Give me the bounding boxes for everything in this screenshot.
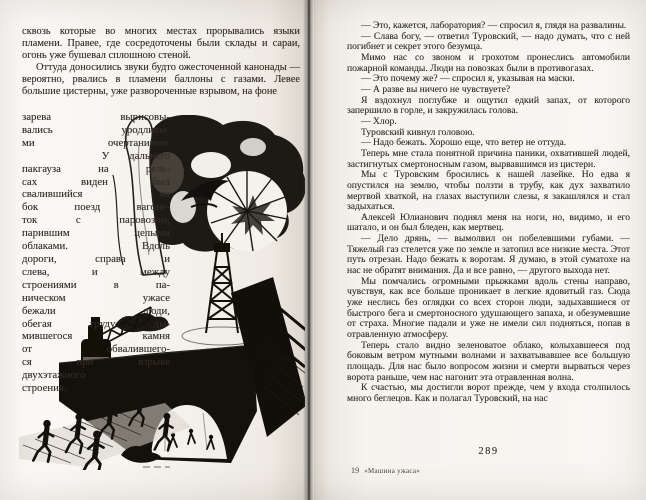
text-line: зарева вырисовы-	[22, 111, 170, 123]
text-line: слева, и между	[22, 265, 170, 278]
text-line: У дальнего	[22, 149, 170, 162]
paragraph: Теперь стало видно зеленоватое облако, колыхавшееся под боковым ветром мутными волнами и захватывавшее все большую площадь. Для нас было вопросом жизни и смерти вырваться через ворота раньше, чем нас нагонит эта отравленная волна.	[347, 339, 630, 383]
paragraph: Мимо нас со звоном и грохотом пронеслись автомобили пожарной команды. Люди на повозках были в противогазах.	[347, 51, 630, 74]
paragraph: — А разве вы ничего не чувствуете?	[361, 83, 511, 95]
text-line: ническом ужасе	[22, 291, 170, 304]
paragraph: Алексей Юлианович поднял меня на ноги, но, видимо, и его шатало, и он был бледен, как мертвец.	[347, 211, 630, 234]
signature-number: 19	[351, 466, 360, 475]
text-line: парившим целыми	[22, 227, 170, 240]
paragraph: — Это, кажется, лаборатория? — спросил я, глядя на развалины.	[361, 21, 627, 31]
text-line: вались уродливы-	[22, 123, 170, 136]
paragraph: — Надо бежать. Хорошо еще, что ветер не оттуда.	[361, 137, 567, 149]
paragraph: Я вздохнул поглубже и ощутил едкий запах, от которого запершило в горле, и закружилась голова.	[347, 94, 630, 117]
paragraph: К счастью, мы достигли ворот прежде, чем у входа столпилось много беглецов. Как и полагал Туровский, на нас	[347, 382, 630, 404]
book-gutter	[303, 0, 315, 500]
text-line: облаками. Вдоль	[22, 240, 170, 253]
printer-signature	[351, 466, 420, 475]
text-line: бок поезд вагоне-	[22, 201, 170, 214]
left-page-wrapped-column	[22, 111, 170, 395]
text-line: ток с паровозом,	[22, 214, 170, 227]
text-line: ся при взрыве	[22, 356, 170, 369]
text-line: пакгауза на рель-	[22, 162, 170, 175]
text-line: мившегося камня	[22, 330, 170, 343]
paragraph: Теперь мне стала понятной причина паники, охватившей людей, застигнутых смертоносным газом, вырвавшимся из цистерн.	[347, 147, 630, 170]
left-page	[0, 0, 306, 500]
text-line: двухэтажного	[22, 369, 86, 382]
right-page-text	[347, 21, 630, 449]
paragraph: сквозь которые во многих местах прорывались языки пламени. Правее, где сосредоточены были склады и сараи, огонь уже бушевал сплошною стеной.	[22, 26, 300, 61]
text-line: сах виден был	[22, 175, 170, 188]
text-line: ми очертаниями.	[22, 136, 170, 149]
signature-title: «Машина ужаса»	[364, 467, 421, 475]
paragraph: Мы помчались огромными прыжками вдоль стены направо, чувствуя, как все больше проникает в легкие ядовитый газ. Сюда уже неслись без оглядки со всех сторон люди, задыхавшиеся от быстрого бега и смертоносного удушающего запаха, и обезумевшие от страха. Многие падали и уже не имели сил подняться, попав в отравленную атмосферу.	[347, 275, 630, 341]
paragraph: — Хлор.	[361, 115, 397, 127]
text-line: бежали люди,	[22, 304, 170, 317]
paragraph: Оттуда доносились звуки будто ожесточенной канонады — вероятно, рвались в пламени баллоны с газами. Левее большие цистерны, уже развороченные взрывом, на фоне	[22, 61, 300, 97]
text-line: обегая груду ды-	[22, 317, 170, 330]
text-line: от обвалившего-	[22, 343, 170, 356]
text-line: свалившийся на	[22, 188, 170, 201]
text-line: дороги, справа и	[22, 252, 170, 265]
paragraph: Мы с Туровским бросились к нашей лазейке. Но едва я опустился на землю, чтобы ползти в трубу, как дух захватило мертвой хваткой, на глазах выступили слезы, я закашлялся и стал задыхаться.	[347, 169, 630, 213]
right-page	[314, 0, 646, 500]
paragraph: — Это почему же? — спросил я, указывая на маски.	[361, 73, 575, 85]
paragraph: Туровский кивнул головою.	[361, 126, 475, 138]
text-line: строениями в па-	[22, 278, 170, 291]
paragraph: — Дело дрянь, — вымолвил он побелевшими губами. — Тяжелый газ стелется уже по земле и затопил все низкие места. Этот путь отрезан. Надо бежать к воротам. Я думаю, в этой суматохе на нас не обратят внимания. Да и все равно, — другого выхода нет.	[347, 233, 630, 277]
paragraph: — Слава богу, — ответил Туровский, — надо думать, что с ней погибнет и секрет этого безумца.	[347, 30, 630, 53]
left-page-lead-text	[22, 26, 300, 97]
text-line: строения.	[22, 382, 67, 395]
page-number: 289	[478, 446, 499, 457]
